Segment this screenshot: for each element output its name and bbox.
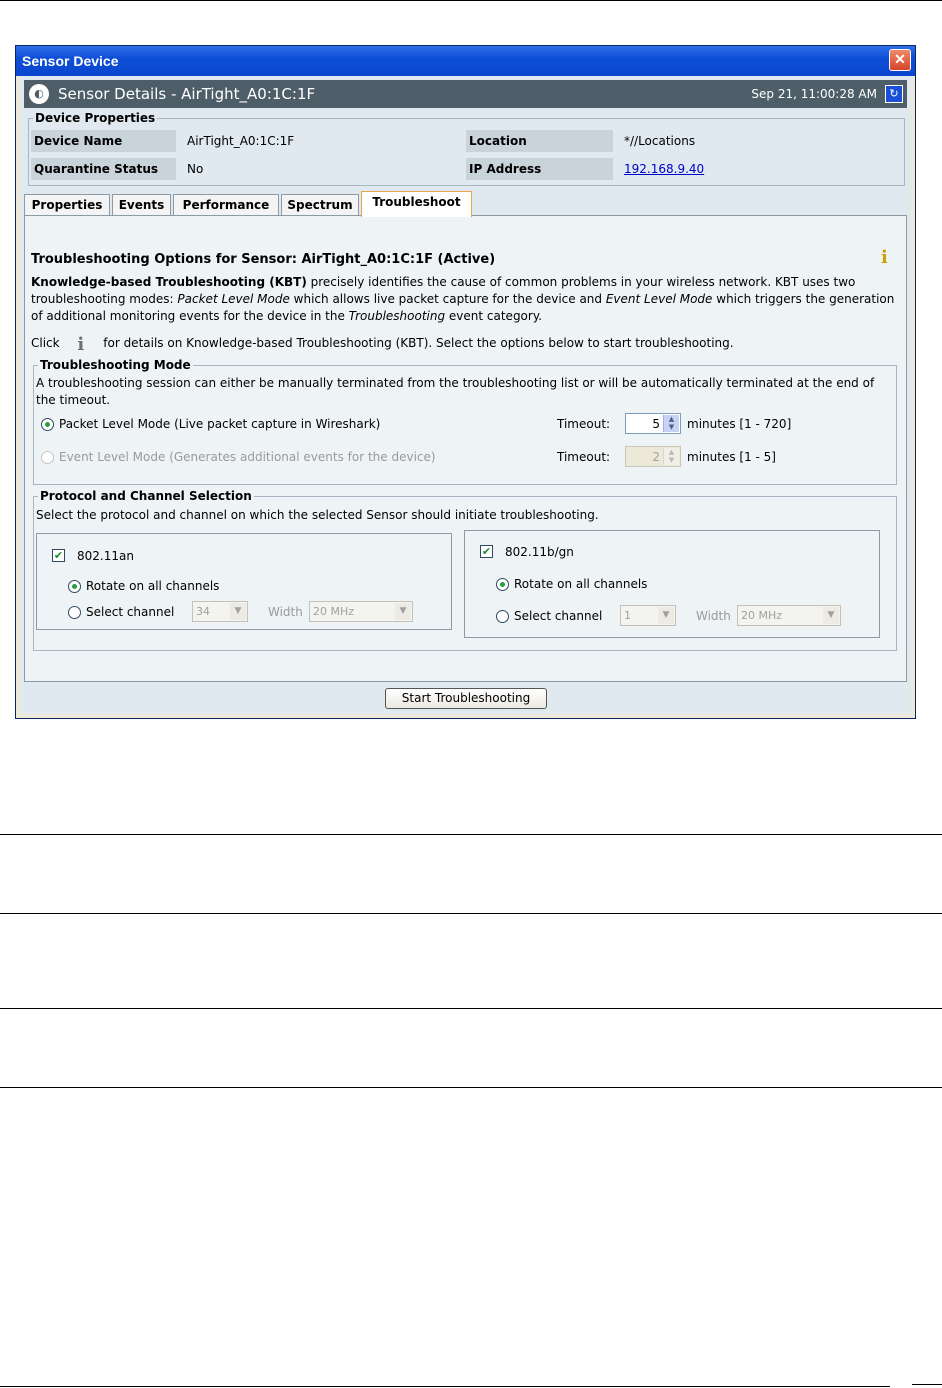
packet-level-mode-label: Packet Level Mode (Live packet capture in Wireshark) [59,417,381,431]
packet-level-mode-radio[interactable] [41,418,54,431]
an-rotate-radio[interactable] [68,580,81,593]
bgn-channel-select[interactable] [620,605,676,626]
troubleshooting-mode-group [33,359,897,485]
event-timeout-label: Timeout: [557,450,611,464]
kbt-desc-part-2: which allows live packet capture for the device and [289,292,606,306]
packet-timeout-stepper[interactable] [625,413,681,434]
event-timeout-units: minutes [1 - 5] [687,450,776,464]
event-timeout-value: 2 [652,450,660,464]
sensor-details-header [24,80,907,108]
device-name-label: Device Name [31,130,176,152]
table-rule [0,1087,942,1088]
close-icon[interactable]: ✕ [889,49,911,71]
bgn-width-label: Width [696,609,731,623]
start-troubleshooting-button[interactable]: Start Troubleshooting [385,688,547,709]
packet-timeout-label: Timeout: [557,417,611,431]
location-value: *//Locations [624,134,696,148]
protocol-an-box [36,533,452,630]
event-timeout-stepper[interactable] [625,446,681,467]
bgn-rotate-label: Rotate on all channels [514,577,648,591]
bgn-channel-value: 1 [624,609,631,622]
sensor-icon: ◐ [29,84,49,104]
quarantine-status-label: Quarantine Status [31,158,176,180]
an-channel-value: 34 [196,605,210,618]
troubleshooting-mode-legend: Troubleshooting Mode [40,358,191,372]
ip-address-link[interactable]: 192.168.9.40 [624,162,705,176]
chevron-down-icon: ▼ [658,607,674,624]
tab-performance[interactable]: Performance [173,194,279,215]
device-properties-legend: Device Properties [35,111,156,125]
kbt-description [31,274,897,325]
tab-spectrum[interactable]: Spectrum [281,194,359,215]
troubleshoot-panel [24,215,907,682]
window-title: Sensor Device [22,53,119,69]
sensor-details-title: Sensor Details - AirTight_A0:1C:1F [58,85,316,103]
info-icon-inline[interactable]: i [77,334,85,355]
click-suffix: for details on Knowledge-based Troubleshooting (KBT). Select the options below to start troubleshooting. [103,336,734,350]
troubleshooting-mode-desc: A troubleshooting session can either be manually terminated from the troubleshooting list or will be automatically terminated at the end of the timeout. [36,376,875,407]
sensor-device-window [15,45,916,719]
info-icon[interactable]: i [881,247,888,268]
device-name-value: AirTight_A0:1C:1F [187,134,295,148]
device-properties-group [28,112,905,186]
protocol-bgn-box [464,530,880,638]
an-width-value: 20 MHz [313,605,355,618]
stepper-arrows-icon[interactable]: ▲ ▼ [663,415,679,432]
an-width-label: Width [268,605,303,619]
bgn-rotate-radio[interactable] [496,578,509,591]
packet-timeout-value: 5 [652,417,660,431]
chevron-down-icon: ▼ [395,603,411,620]
bgn-width-value: 20 MHz [741,609,783,622]
tab-troubleshoot[interactable]: Troubleshoot [361,191,472,217]
troubleshooting-options-title: Troubleshooting Options for Sensor: AirTight_A0:1C:1F (Active) [31,252,496,267]
protocol-bgn-label: 802.11b/gn [505,545,574,559]
protocol-an-checkbox[interactable]: ✔ [53,549,64,562]
chevron-down-icon: ▼ [823,607,839,624]
table-rule [0,913,942,914]
bgn-select-channel-radio[interactable] [496,610,509,623]
tab-properties[interactable]: Properties [24,194,110,215]
kbt-troubleshooting-category: Troubleshooting [348,309,446,323]
protocol-an-label: 802.11an [77,549,134,563]
header-timestamp: Sep 21, 11:00:28 AM [751,87,877,101]
stepper-arrows-icon[interactable]: ▲ ▼ [663,448,679,465]
table-rule [0,834,942,835]
kbt-packet-mode: Packet Level Mode [177,292,290,306]
chevron-down-icon: ▼ [230,603,246,620]
protocol-channel-selection-group [33,490,897,651]
bgn-select-channel-label: Select channel [514,609,603,623]
kbt-desc-part-4: event category. [445,309,543,323]
kbt-event-mode: Event Level Mode [605,292,713,306]
kbt-details-hint [31,333,734,355]
kbt-bold: Knowledge-based Troubleshooting (KBT) [31,275,307,289]
protocol-channel-desc: Select the protocol and channel on which the selected Sensor should initiate troubleshooting. [36,508,599,522]
ip-address-label: IP Address [466,158,613,180]
event-level-mode-label: Event Level Mode (Generates additional events for the device) [59,450,436,464]
protocol-channel-legend: Protocol and Channel Selection [40,489,252,503]
an-rotate-label: Rotate on all channels [86,579,220,593]
event-level-mode-radio[interactable] [41,451,54,464]
bgn-width-select[interactable] [737,605,841,626]
quarantine-status-value: No [187,162,204,176]
top-rule [0,0,942,1]
table-rule [0,1008,942,1009]
an-width-select[interactable] [309,601,413,622]
window-client [20,76,911,714]
protocol-bgn-checkbox[interactable]: ✔ [481,545,492,558]
refresh-icon[interactable]: ↻ [885,85,903,103]
tab-events[interactable]: Events [112,194,171,215]
footer-corner-rule [912,1384,942,1385]
an-select-channel-label: Select channel [86,605,175,619]
click-prefix: Click [31,336,60,350]
packet-timeout-units: minutes [1 - 720] [687,417,792,431]
kbt-desc-part-1: precisely identifies the cause of common problems in your wireless network. KBT uses two troubleshooting modes: [31,275,856,306]
an-channel-select[interactable] [192,601,248,622]
location-label: Location [466,130,613,152]
an-select-channel-radio[interactable] [68,606,81,619]
kbt-desc-part-3: which triggers the generation of additional monitoring events for the device in the [31,292,895,323]
footer-rule [0,1386,890,1387]
window-titlebar[interactable] [16,46,915,76]
